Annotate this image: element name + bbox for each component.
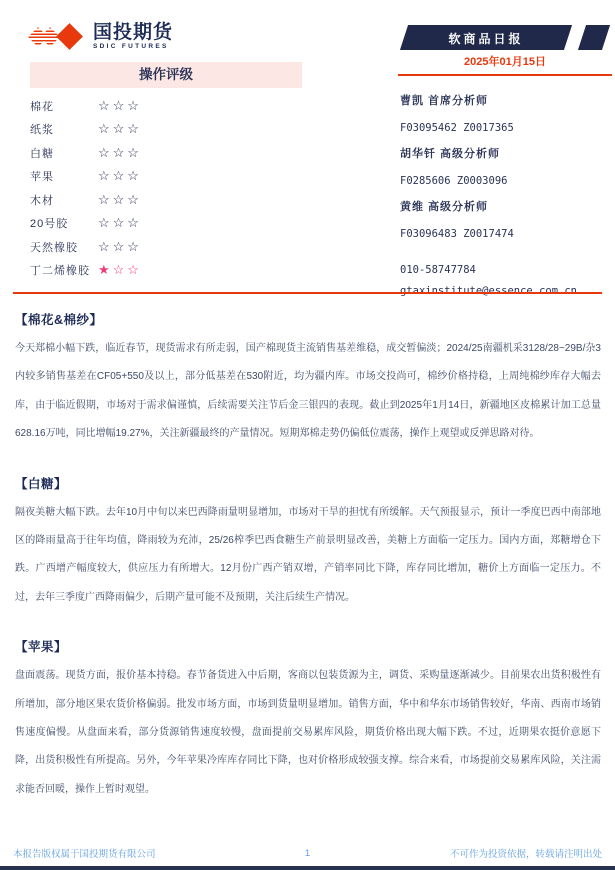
commentary-section xyxy=(15,474,601,613)
rating-row xyxy=(30,118,302,142)
analysts-panel xyxy=(400,88,612,302)
analyst-license-ids: F03095462 Z0017365 xyxy=(400,121,514,134)
report-banner xyxy=(398,25,612,50)
logo-company-subtitle: SDIC FUTURES xyxy=(93,43,169,51)
analyst-entry xyxy=(400,141,612,194)
rating-row xyxy=(30,259,302,283)
logo-company-name: 国投期货 xyxy=(93,22,174,44)
rating-commodity-label: 纸浆 xyxy=(30,124,54,137)
header-divider-line xyxy=(13,292,602,294)
rating-commodity-label: 棉花 xyxy=(30,100,54,113)
commentary-section xyxy=(15,637,601,804)
banner-ribbon-tail-shape xyxy=(578,25,610,50)
ratings-title: 操作评级 xyxy=(30,62,302,88)
section-body-text: 盘面震荡。现货方面，报价基本持稳。春节备货进入中后期，客商以包装货源为主，调货、采购量逐渐减少。目前果农出货积极性有所增加，部分地区果农货价格偏弱。批发市场方面，市场到货量明显增加。销售方面，华中和华东市场销售较好，华南、西南市场销售速度偏慢。从盘面来看，部分货源销售速度较慢，盘面提前交易累库风险，期货价格出现大幅下跌。不过，近期果农挺价意愿下降，出货积极性有所提高。另外，今年苹果冷库库存同比下降，也对价格形成较强支撑。综合来看，市场提前交易累库风险，关注需求能否回暖，操作上暂时观望。 xyxy=(15,670,601,795)
analyst-name-title: 曹凯 首席分析师 xyxy=(400,95,489,107)
contact-email: gtaxinstitute@essence.com.cn xyxy=(400,285,578,297)
rating-commodity-label: 丁二烯橡胶 xyxy=(30,265,90,278)
rating-row xyxy=(30,212,302,236)
analyst-name-title: 胡华钎 高级分析师 xyxy=(400,148,501,160)
section-heading: 【白糖】 xyxy=(15,476,68,491)
rating-stars: ☆☆☆ xyxy=(98,238,142,254)
logo-diamonds-icon xyxy=(28,20,86,54)
rating-commodity-label: 白糖 xyxy=(30,147,54,160)
rating-stars: ☆☆☆ xyxy=(98,121,142,137)
rating-row xyxy=(30,235,302,259)
report-type-title: 软商品日报 xyxy=(448,32,524,46)
analyst-name-title: 黄维 高级分析师 xyxy=(400,201,489,213)
ratings-list xyxy=(30,94,302,282)
footer-disclaimer: 不可作为投资依据，转载请注明出处 xyxy=(449,849,602,860)
rating-row xyxy=(30,94,302,118)
commentary-sections xyxy=(15,310,601,829)
section-body-text: 隔夜美糖大幅下跌。去年10月中旬以来巴西降雨量明显增加，市场对干旱的担忧有所缓解。天气预报显示，预计一季度巴西中南部地区的降雨量高于往年均值，降雨较为充沛，25/26榨季巴西食糖生产前景明显改善，美糖上方面临一定压力。国内方面，郑糖增仓下跌。广西增产幅度较大，供应压力有所增大。12月份广西产销双增，产销率同比下降，库存同比增加，糖价上方面临一定压力。不过，去年三季度广西降雨偏少，后期产量可能不及预期，关注后续生产情况。 xyxy=(15,506,601,603)
rating-row xyxy=(30,188,302,212)
rating-stars: ☆☆☆ xyxy=(98,97,142,113)
analyst-license-ids: F0285606 Z0003096 xyxy=(400,174,508,187)
company-logo xyxy=(28,20,173,54)
footer-page-number: 1 xyxy=(304,847,311,859)
section-heading: 【棉花&棉纱】 xyxy=(15,313,103,327)
contact-block xyxy=(400,260,612,302)
rating-stars: ☆☆☆ xyxy=(98,168,142,184)
contact-phone: 010-58747784 xyxy=(400,264,476,276)
analyst-entry xyxy=(400,88,612,141)
rating-stars: ☆☆☆ xyxy=(98,191,142,207)
rating-row xyxy=(30,141,302,165)
page-footer xyxy=(13,846,602,860)
rating-row xyxy=(30,165,302,189)
ratings-panel xyxy=(30,62,302,282)
section-body-text: 今天郑棉小幅下跌，临近春节，现货需求有所走弱，国产棉现货主流销售基差维稳，成交暂偏淡；2024/25南疆机采3128/28~29B/杂3内较多销售基差在CF05+550及以上，部分低基差在530附近，均为疆内库。市场交投尚可，棉纱价格持稳，上周纯棉纱库存大幅去库，由于临近假期，市场对于需求偏谨慎，后续需要关注节后金三银四的表现。截止到2025年1月14日，新疆地区皮棉累计加工总量628.16万吨，同比增幅19.27%，关注新疆最终的产量情况。短期郑棉走势仍偏低位震荡，操作上观望或反弹思路对待。 xyxy=(15,343,601,440)
rating-stars: ☆☆☆ xyxy=(98,144,142,160)
analyst-entry xyxy=(400,194,612,247)
report-date: 2025年01月15日 xyxy=(398,53,612,76)
commentary-section xyxy=(15,310,601,449)
rating-commodity-label: 木材 xyxy=(30,194,54,207)
rating-commodity-label: 20号胶 xyxy=(30,218,69,231)
rating-commodity-label: 天然橡胶 xyxy=(30,241,78,254)
footer-copyright: 本报告版权属于国投期货有限公司 xyxy=(13,849,156,860)
section-heading: 【苹果】 xyxy=(15,640,68,655)
analyst-license-ids: F03096483 Z0017474 xyxy=(400,227,514,240)
rating-stars: ☆☆☆ xyxy=(98,215,142,231)
rating-commodity-label: 苹果 xyxy=(30,171,54,184)
rating-stars: ★☆☆ xyxy=(98,262,142,278)
bottom-bar xyxy=(0,866,615,870)
